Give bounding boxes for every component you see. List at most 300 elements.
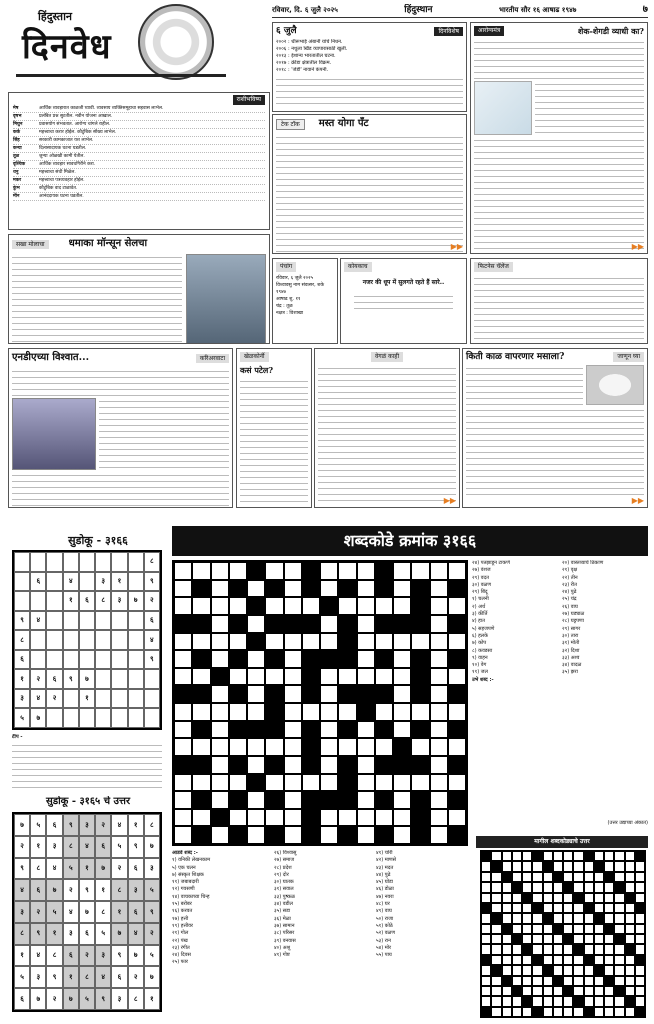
crossword-cell[interactable]	[338, 562, 356, 580]
crossword-cell[interactable]	[174, 703, 192, 721]
crossword-cell[interactable]	[448, 774, 466, 792]
crossword-cell[interactable]	[174, 580, 192, 598]
clue-item: १६) करवत	[172, 908, 193, 915]
crossword-cell[interactable]	[211, 650, 229, 668]
crossword-cell[interactable]	[284, 580, 302, 598]
crossword-cell[interactable]	[229, 562, 247, 580]
crossword-cell[interactable]	[229, 774, 247, 792]
crossword-cell[interactable]	[430, 668, 448, 686]
crossword-cell[interactable]	[284, 721, 302, 739]
crossword-cell[interactable]	[375, 633, 393, 651]
crossword-cell[interactable]	[229, 809, 247, 827]
crossword-cell[interactable]	[338, 703, 356, 721]
sudoku-cell[interactable]	[111, 650, 127, 670]
answer-cell	[553, 903, 563, 913]
sudoku-cell[interactable]	[30, 630, 46, 650]
sudoku-cell[interactable]	[79, 611, 95, 631]
crossword-cell[interactable]	[320, 562, 338, 580]
crossword-cell[interactable]	[284, 562, 302, 580]
crossword-cell[interactable]	[174, 791, 192, 809]
crossword-cell[interactable]	[265, 668, 283, 686]
crossword-cell[interactable]	[375, 668, 393, 686]
crossword-cell[interactable]	[393, 650, 411, 668]
sudoku-cell[interactable]	[46, 572, 62, 592]
sudoku-cell[interactable]	[128, 630, 144, 650]
crossword-cell[interactable]	[320, 685, 338, 703]
koda-quote-lines	[354, 293, 453, 311]
answer-cell	[584, 996, 594, 1006]
crossword-block	[302, 738, 320, 756]
crossword-cell[interactable]	[320, 633, 338, 651]
answer-cell	[532, 893, 542, 903]
crossword-cell[interactable]	[247, 756, 265, 774]
answer-cell	[522, 955, 532, 965]
sudoku-cell[interactable]	[111, 689, 127, 709]
crossword-cell[interactable]	[430, 650, 448, 668]
crossword-block	[411, 650, 429, 668]
sudoku-cell[interactable]	[128, 572, 144, 592]
crossword-cell[interactable]	[430, 597, 448, 615]
rashi-text: दिलासादायक घटना घडतील.	[39, 145, 87, 151]
crossword-cell[interactable]	[284, 685, 302, 703]
crossword-cell[interactable]	[247, 791, 265, 809]
sudoku-cell[interactable]	[46, 650, 62, 670]
answer-cell	[491, 996, 501, 1006]
crossword-cell[interactable]	[174, 809, 192, 827]
crossword-cell[interactable]	[174, 738, 192, 756]
crossword-cell[interactable]	[430, 580, 448, 598]
crossword-cell[interactable]	[174, 826, 192, 844]
crossword-block	[411, 597, 429, 615]
crossword-cell[interactable]	[284, 650, 302, 668]
clue-item: २१) वृक्ष	[562, 567, 578, 574]
answer-block	[604, 924, 614, 934]
across-label: आडवे शब्द :-	[172, 850, 198, 856]
answer-cell	[512, 944, 522, 954]
crossword-block	[448, 615, 466, 633]
answer-cell	[491, 934, 501, 944]
crossword-cell[interactable]	[192, 668, 210, 686]
sudoku-cell[interactable]	[14, 552, 30, 572]
crossword-cell[interactable]	[430, 615, 448, 633]
crossword-cell[interactable]	[357, 633, 375, 651]
continue-arrow-icon: ▶▶	[450, 242, 463, 251]
clue-item: २७) वंशज	[472, 567, 491, 574]
crossword-cell[interactable]	[229, 703, 247, 721]
answer-cell	[532, 934, 542, 944]
answer-block	[573, 893, 583, 903]
crossword-cell[interactable]	[174, 562, 192, 580]
crossword-cell[interactable]	[320, 668, 338, 686]
crossword-cell[interactable]	[247, 668, 265, 686]
crossword-cell[interactable]	[192, 633, 210, 651]
sudoku-cell[interactable]	[79, 630, 95, 650]
clue-item: ३४) वडील	[274, 901, 293, 908]
crossword-cell[interactable]	[430, 721, 448, 739]
crossword-cell[interactable]	[247, 826, 265, 844]
crossword-cell[interactable]	[411, 738, 429, 756]
answer-cell	[614, 996, 624, 1006]
crossword-cell[interactable]	[320, 580, 338, 598]
crossword-cell[interactable]	[430, 738, 448, 756]
sudoku-cell[interactable]	[95, 611, 111, 631]
crossword-cell[interactable]	[211, 580, 229, 598]
crossword-cell[interactable]	[284, 756, 302, 774]
crossword-cell[interactable]	[393, 774, 411, 792]
crossword-cell[interactable]	[211, 597, 229, 615]
sudoku-cell[interactable]	[46, 708, 62, 728]
crossword-cell[interactable]	[211, 703, 229, 721]
crossword-cell[interactable]	[393, 562, 411, 580]
crossword-cell[interactable]	[284, 791, 302, 809]
crossword-cell[interactable]	[320, 615, 338, 633]
crossword-cell[interactable]	[375, 703, 393, 721]
crossword-cell[interactable]	[284, 633, 302, 651]
answer-cell	[502, 955, 512, 965]
crossword-cell[interactable]	[192, 809, 210, 827]
crossword-cell[interactable]	[247, 703, 265, 721]
answer-cell	[543, 924, 553, 934]
crossword-cell[interactable]	[229, 738, 247, 756]
crossword-cell[interactable]	[265, 562, 283, 580]
crossword-cell[interactable]	[211, 615, 229, 633]
crossword-cell[interactable]	[357, 615, 375, 633]
answer-cell	[481, 913, 491, 923]
crossword-cell[interactable]	[357, 668, 375, 686]
crossword-cell[interactable]	[357, 809, 375, 827]
sudoku-cell[interactable]	[46, 611, 62, 631]
crossword-cell[interactable]	[393, 703, 411, 721]
crossword-cell[interactable]	[430, 633, 448, 651]
crossword-cell[interactable]	[357, 721, 375, 739]
sudoku-cell: १	[79, 858, 95, 880]
sudoku-cell[interactable]	[128, 611, 144, 631]
sudoku-cell[interactable]	[95, 650, 111, 670]
crossword-cell[interactable]	[211, 738, 229, 756]
sudoku-cell[interactable]	[63, 630, 79, 650]
crossword-cell[interactable]	[211, 774, 229, 792]
crossword-cell[interactable]	[247, 738, 265, 756]
crossword-cell[interactable]	[192, 703, 210, 721]
crossword-cell[interactable]	[211, 685, 229, 703]
crossword-cell[interactable]	[174, 721, 192, 739]
crossword-block	[393, 738, 411, 756]
crossword-block	[338, 774, 356, 792]
crossword-cell[interactable]	[247, 580, 265, 598]
sudoku-cell[interactable]	[14, 572, 30, 592]
crossword-cell[interactable]	[320, 703, 338, 721]
crossword-cell[interactable]	[430, 562, 448, 580]
rashi-text: आर्थिक व्यवहारात काळजी घ्यावी. व्यवसाय व्यक्तिसमूहाचा सहवास लाभेल.	[39, 105, 164, 111]
crossword-cell[interactable]	[375, 738, 393, 756]
crossword-cell[interactable]	[393, 633, 411, 651]
answer-cell	[563, 976, 573, 986]
sudoku-cell[interactable]	[95, 708, 111, 728]
answer-cell	[625, 872, 635, 882]
sudoku-cell: १	[79, 689, 95, 709]
sudoku-cell[interactable]	[46, 630, 62, 650]
rashi-text: सरकारी कामकाजात यश लाभेल.	[39, 137, 94, 143]
sudoku-cell[interactable]	[111, 669, 127, 689]
crossword-cell[interactable]	[284, 668, 302, 686]
crossword-cell[interactable]	[393, 685, 411, 703]
crossword-cell[interactable]	[357, 791, 375, 809]
sudoku-cell: ४	[144, 630, 160, 650]
sudoku-cell: ९	[14, 858, 30, 880]
crossword-cell[interactable]	[448, 668, 466, 686]
answer-cell	[635, 913, 645, 923]
answer-block	[512, 986, 522, 996]
clue-item: १५) बरोबर	[172, 901, 192, 908]
answer-cell	[573, 924, 583, 934]
crossword-cell[interactable]	[284, 826, 302, 844]
kase-tag: खेळकोर्नी	[240, 352, 269, 362]
crossword-cell[interactable]	[393, 826, 411, 844]
crossword-block	[411, 615, 429, 633]
crossword-cell[interactable]	[174, 597, 192, 615]
sudoku-cell: ५	[30, 814, 46, 836]
answer-cell	[604, 996, 614, 1006]
answer-cell	[584, 934, 594, 944]
crossword-cell[interactable]	[302, 774, 320, 792]
crossword-cell[interactable]	[393, 721, 411, 739]
crossword-block	[192, 580, 210, 598]
crossword-cell[interactable]	[265, 633, 283, 651]
crossword-cell[interactable]	[357, 756, 375, 774]
crossword-cell[interactable]	[265, 738, 283, 756]
sudoku-cell: २	[79, 945, 95, 967]
crossword-cell[interactable]	[229, 633, 247, 651]
sudoku-cell[interactable]	[63, 552, 79, 572]
crossword-cell[interactable]	[265, 774, 283, 792]
crossword-cell[interactable]	[411, 633, 429, 651]
crossword-cell[interactable]	[338, 809, 356, 827]
crossword-cell[interactable]	[357, 738, 375, 756]
answer-block	[553, 976, 563, 986]
sudoku-cell[interactable]	[30, 591, 46, 611]
crossword-cell[interactable]	[247, 650, 265, 668]
crossword-cell[interactable]	[247, 615, 265, 633]
crossword-cell[interactable]	[284, 774, 302, 792]
sudoku-cell[interactable]	[79, 708, 95, 728]
sudoku-cell[interactable]	[95, 669, 111, 689]
crossword-cell[interactable]	[211, 721, 229, 739]
crossword-cell[interactable]	[357, 580, 375, 598]
crossword-cell[interactable]	[211, 791, 229, 809]
sudoku-cell[interactable]	[95, 552, 111, 572]
answer-cell	[625, 976, 635, 986]
panchang-list	[276, 275, 334, 317]
crossword-cell[interactable]	[430, 756, 448, 774]
sudoku-cell: ८	[95, 591, 111, 611]
paper-name: हिंदुस्थान	[404, 4, 433, 15]
crossword-cell[interactable]	[284, 597, 302, 615]
crossword-cell[interactable]	[338, 597, 356, 615]
crossword-block	[411, 685, 429, 703]
crossword-cell[interactable]	[411, 703, 429, 721]
rashi-text: आनंददायक घटना घडतील.	[39, 193, 84, 199]
answer-cell	[502, 903, 512, 913]
crossword-cell[interactable]	[393, 809, 411, 827]
sudoku-cell[interactable]	[14, 591, 30, 611]
sudoku-cell[interactable]	[111, 552, 127, 572]
sudoku-cell[interactable]	[111, 630, 127, 650]
koda-text: नजर की धूप में सुलगते रहते हैं सारे..	[362, 278, 445, 286]
crossword-cell[interactable]	[357, 650, 375, 668]
crossword-cell[interactable]	[265, 597, 283, 615]
crossword-cell[interactable]	[448, 738, 466, 756]
crossword-cell[interactable]	[284, 703, 302, 721]
crossword-cell[interactable]	[211, 826, 229, 844]
crossword-cell[interactable]	[430, 791, 448, 809]
crossword-cell[interactable]	[192, 597, 210, 615]
answer-block	[625, 996, 635, 1006]
rashi-list	[13, 105, 265, 201]
crossword-cell[interactable]	[174, 774, 192, 792]
clue-item: २६) विश्वासू	[274, 850, 297, 856]
clue-item: ४०) अश्रू	[274, 944, 291, 951]
crossword-cell[interactable]	[211, 562, 229, 580]
sudoku-cell: ५	[79, 988, 95, 1010]
crossword-cell[interactable]	[211, 633, 229, 651]
clue-item: ३७) सामान	[274, 922, 295, 929]
sudoku-cell: ७	[79, 901, 95, 923]
crossword-cell[interactable]	[284, 809, 302, 827]
crossword-cell[interactable]	[375, 597, 393, 615]
crossword-cell[interactable]	[357, 774, 375, 792]
crossword-cell[interactable]	[393, 791, 411, 809]
sudoku-cell[interactable]	[46, 552, 62, 572]
crossword-cell[interactable]	[393, 668, 411, 686]
crossword-cell[interactable]	[174, 650, 192, 668]
answer-cell	[563, 851, 573, 861]
sudoku-cell[interactable]	[144, 689, 160, 709]
sudoku-cell[interactable]	[79, 572, 95, 592]
crossword-cell[interactable]	[338, 668, 356, 686]
sudoku-cell[interactable]	[95, 689, 111, 709]
crossword-block	[393, 615, 411, 633]
crossword-cell[interactable]	[448, 703, 466, 721]
answer-cell	[573, 976, 583, 986]
sudoku-cell[interactable]	[95, 630, 111, 650]
crossword-cell[interactable]	[448, 633, 466, 651]
crossword-cell[interactable]	[174, 633, 192, 651]
sudoku-cell: ३	[63, 923, 79, 945]
sudoku-cell[interactable]	[128, 669, 144, 689]
crossword-cell[interactable]	[302, 597, 320, 615]
crossword-cell[interactable]	[211, 756, 229, 774]
crossword-cell[interactable]	[375, 809, 393, 827]
sudoku-cell[interactable]	[30, 650, 46, 670]
crossword-cell[interactable]	[284, 738, 302, 756]
sudoku-cell[interactable]	[128, 689, 144, 709]
sudoku-cell[interactable]	[63, 611, 79, 631]
sudoku-cell[interactable]	[144, 708, 160, 728]
crossword-cell[interactable]	[229, 668, 247, 686]
crossword-cell[interactable]	[174, 668, 192, 686]
sudoku-cell: ५	[111, 836, 127, 858]
sudoku-cell[interactable]	[128, 650, 144, 670]
sudoku-cell: ४	[111, 814, 127, 836]
sudoku-cell: ७	[30, 708, 46, 728]
crossword-cell[interactable]	[411, 562, 429, 580]
crossword-cell[interactable]	[430, 703, 448, 721]
sudoku-cell[interactable]	[63, 708, 79, 728]
sudoku-cell[interactable]	[79, 552, 95, 572]
answer-cell	[553, 851, 563, 861]
crossword-cell[interactable]	[357, 562, 375, 580]
crossword-block	[448, 650, 466, 668]
clue-item: ३०) घातक	[274, 879, 294, 886]
sudoku-cell[interactable]	[46, 591, 62, 611]
crossword-cell[interactable]	[393, 580, 411, 598]
sudoku-cell[interactable]	[128, 552, 144, 572]
crossword-cell[interactable]	[430, 685, 448, 703]
crossword-cell[interactable]	[320, 809, 338, 827]
crossword-cell[interactable]	[320, 738, 338, 756]
sudoku-cell: ९	[144, 650, 160, 670]
crossword-cell[interactable]	[247, 809, 265, 827]
dinvishesh-item: २०१३ : ईशान्य भारतातील घटना.	[276, 53, 336, 60]
crossword-cell[interactable]	[430, 826, 448, 844]
crossword-cell[interactable]	[302, 703, 320, 721]
crossword-cell[interactable]	[192, 774, 210, 792]
crossword-cell[interactable]	[375, 774, 393, 792]
crossword-cell[interactable]	[448, 809, 466, 827]
crossword-cell[interactable]	[302, 633, 320, 651]
clue-item: ३१) मोती	[562, 640, 580, 647]
crossword-cell[interactable]	[357, 597, 375, 615]
baby-image	[474, 81, 532, 135]
answer-cell	[491, 882, 501, 892]
sudoku-cell[interactable]	[30, 552, 46, 572]
answer-cell	[594, 986, 604, 996]
crossword-cell[interactable]	[320, 721, 338, 739]
crossword-block	[411, 721, 429, 739]
answer-cell	[553, 955, 563, 965]
answer-cell	[635, 996, 645, 1006]
crossword-cell[interactable]	[448, 597, 466, 615]
sudoku-cell[interactable]	[144, 669, 160, 689]
answer-cell	[502, 934, 512, 944]
crossword-cell[interactable]	[430, 774, 448, 792]
crossword-cell[interactable]	[411, 774, 429, 792]
sudoku-cell[interactable]	[111, 611, 127, 631]
crossword-cell[interactable]	[320, 826, 338, 844]
crossword-cell[interactable]	[357, 826, 375, 844]
answer-cell	[584, 872, 594, 882]
crossword-cell[interactable]	[192, 738, 210, 756]
sudoku-cell[interactable]	[63, 650, 79, 670]
rashi-row	[13, 161, 265, 169]
sudoku-cell[interactable]	[128, 708, 144, 728]
crossword-cell[interactable]	[320, 756, 338, 774]
crossword-cell[interactable]	[430, 809, 448, 827]
sudoku-cell[interactable]	[63, 689, 79, 709]
sudoku-cell[interactable]	[79, 650, 95, 670]
crossword-cell[interactable]	[192, 562, 210, 580]
crossword-cell[interactable]	[320, 774, 338, 792]
crossword-cell[interactable]	[393, 597, 411, 615]
sudoku-cell[interactable]	[111, 708, 127, 728]
answer-cell	[502, 861, 512, 871]
crossword-cell[interactable]	[265, 809, 283, 827]
crossword-cell[interactable]	[338, 738, 356, 756]
sudoku-answer-title: सुडोकू - ३१६५ चे उत्तर	[45, 796, 131, 807]
crossword-cell[interactable]	[448, 562, 466, 580]
crossword-cell[interactable]	[229, 597, 247, 615]
crossword-cell[interactable]	[247, 685, 265, 703]
